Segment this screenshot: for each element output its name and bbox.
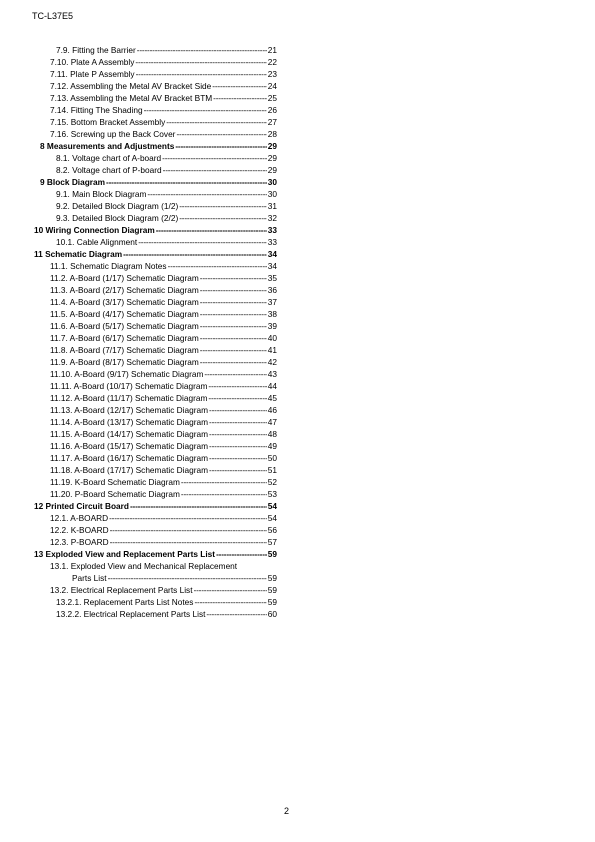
toc-entry-label: 8 Measurements and Adjustments (40, 141, 175, 151)
toc-leader-dots (194, 596, 266, 608)
toc-entry-label: 11 Schematic Diagram (34, 249, 123, 259)
toc-entry[interactable] (56, 596, 277, 608)
toc-entry-label: 9 Block Diagram (40, 177, 106, 187)
toc-leader-dots (181, 488, 267, 500)
toc-entry[interactable] (50, 332, 277, 344)
toc-entry-page: 54 (267, 501, 277, 511)
toc-entry-page: 25 (267, 93, 277, 103)
toc-entry[interactable] (56, 152, 277, 164)
toc-entry[interactable] (50, 116, 277, 128)
toc-entry-page: 45 (267, 393, 277, 403)
toc-entry-label: 11.2. A-Board (1/17) Schematic Diagram (50, 273, 199, 283)
toc-entry-page: 47 (267, 417, 277, 427)
toc-entry[interactable] (50, 512, 277, 524)
toc-entry[interactable] (50, 368, 277, 380)
toc-entry-page: 27 (267, 117, 277, 127)
toc-entry-label: 11.13. A-Board (12/17) Schematic Diagram (50, 405, 209, 415)
toc-entry-page: 32 (267, 213, 277, 223)
toc-entry[interactable] (50, 80, 277, 92)
toc-entry-page: 28 (267, 129, 277, 139)
toc-entry-page: 40 (267, 333, 277, 343)
toc-leader-dots (130, 500, 267, 512)
toc-entry-label: 11.18. A-Board (17/17) Schematic Diagram (50, 465, 209, 475)
toc-entry-page: 46 (267, 405, 277, 415)
toc-entry[interactable] (50, 128, 277, 140)
toc-entry[interactable] (50, 416, 277, 428)
toc-entry-label: 10.1. Cable Alignment (56, 237, 138, 247)
toc-entry-page: 29 (267, 165, 277, 175)
toc-entry-page: 39 (267, 321, 277, 331)
toc-entry-label: 12.3. P-BOARD (50, 537, 109, 547)
toc-entry[interactable] (56, 236, 277, 248)
toc-entry-label: 12.1. A-BOARD (50, 513, 109, 523)
toc-entry-label: 11.12. A-Board (11/17) Schematic Diagram (50, 393, 208, 403)
toc-leader-dots (144, 104, 267, 116)
toc-leader-dots (181, 476, 267, 488)
toc-entry[interactable] (72, 572, 277, 584)
toc-entry[interactable] (50, 464, 277, 476)
toc-entry[interactable] (50, 560, 277, 572)
toc-entry-page: 59 (267, 573, 277, 583)
toc-entry-page: 54 (267, 513, 277, 523)
toc-entry[interactable] (34, 224, 277, 236)
toc-entry-page: 51 (267, 465, 277, 475)
toc-entry[interactable] (56, 44, 277, 56)
toc-entry-page: 33 (267, 237, 277, 247)
toc-entry-page: 34 (267, 249, 277, 259)
toc-entry[interactable] (50, 56, 277, 68)
toc-entry[interactable] (56, 200, 277, 212)
toc-leader-dots (208, 380, 266, 392)
toc-entry-label: 11.5. A-Board (4/17) Schematic Diagram (50, 309, 199, 319)
toc-entry-label: 13.2. Electrical Replacement Parts List (50, 585, 193, 595)
toc-leader-dots (200, 356, 267, 368)
toc-entry-label: 7.10. Plate A Assembly (50, 57, 135, 67)
toc-entry-label: 7.9. Fitting the Barrier (56, 45, 136, 55)
toc-entry-page: 21 (267, 45, 277, 55)
toc-entry-label: 11.20. P-Board Schematic Diagram (50, 489, 180, 499)
toc-leader-dots (213, 92, 267, 104)
toc-entry[interactable] (50, 524, 277, 536)
toc-entry-page: 30 (267, 177, 277, 187)
toc-entry-page: 23 (267, 69, 277, 79)
toc-entry[interactable] (50, 536, 277, 548)
toc-entry-label: 11.7. A-Board (6/17) Schematic Diagram (50, 333, 199, 343)
toc-leader-dots (123, 248, 267, 260)
toc-entry-page: 24 (267, 81, 277, 91)
toc-entry-page: 59 (267, 585, 277, 595)
toc-leader-dots (110, 524, 267, 536)
toc-entry[interactable] (50, 320, 277, 332)
toc-leader-dots (147, 188, 266, 200)
toc-entry[interactable] (50, 272, 277, 284)
toc-entry-page: 22 (267, 57, 277, 67)
toc-leader-dots (109, 512, 267, 524)
toc-entry-page: 31 (267, 201, 277, 211)
toc-leader-dots (135, 56, 266, 68)
toc-entry-page: 48 (267, 429, 277, 439)
toc-leader-dots (209, 404, 267, 416)
toc-entry-page: 30 (267, 189, 277, 199)
toc-entry[interactable] (50, 92, 277, 104)
toc-entry[interactable] (50, 344, 277, 356)
toc-entry[interactable] (50, 296, 277, 308)
toc-leader-dots (200, 344, 267, 356)
toc-entry[interactable] (50, 308, 277, 320)
toc-entry[interactable] (50, 260, 277, 272)
toc-entry-label: 13.2.1. Replacement Parts List Notes (56, 597, 194, 607)
toc-leader-dots (163, 164, 267, 176)
toc-entry-label: 11.1. Schematic Diagram Notes (50, 261, 167, 271)
toc-entry-page: 37 (267, 297, 277, 307)
toc-entry-label: 11.15. A-Board (14/17) Schematic Diagram (50, 429, 209, 439)
toc-entry[interactable] (50, 380, 277, 392)
toc-entry-label: 11.8. A-Board (7/17) Schematic Diagram (50, 345, 199, 355)
toc-entry-label: 11.14. A-Board (13/17) Schematic Diagram (50, 417, 209, 427)
toc-entry[interactable] (40, 176, 277, 188)
toc-entry[interactable] (50, 584, 277, 596)
toc-entry-page: 26 (267, 105, 277, 115)
toc-leader-dots (204, 368, 266, 380)
toc-leader-dots (176, 128, 266, 140)
toc-entry-page: 33 (267, 225, 277, 235)
toc-entry-page: 38 (267, 309, 277, 319)
toc-entry-label: 11.9. A-Board (8/17) Schematic Diagram (50, 357, 199, 367)
toc-leader-dots (194, 584, 267, 596)
toc-entry-label: 13.1. Exploded View and Mechanical Replacement (50, 561, 238, 571)
toc-entry[interactable] (50, 356, 277, 368)
toc-entry-label: 7.16. Screwing up the Back Cover (50, 129, 176, 139)
toc-entry-label: 11.19. K-Board Schematic Diagram (50, 477, 180, 487)
toc-entry[interactable] (50, 404, 277, 416)
toc-leader-dots (208, 392, 266, 404)
document-header: TC-L37E5 (32, 11, 74, 21)
toc-leader-dots (216, 548, 267, 560)
toc-entry-label: 11.17. A-Board (16/17) Schematic Diagram (50, 453, 209, 463)
toc-entry[interactable] (50, 104, 277, 116)
toc-entry-page: 44 (267, 381, 277, 391)
toc-entry-label: 13.2.2. Electrical Replacement Parts List (56, 609, 206, 619)
toc-leader-dots (200, 272, 267, 284)
toc-entry-label: 9.2. Detailed Block Diagram (1/2) (56, 201, 179, 211)
toc-leader-dots (137, 44, 267, 56)
toc-entry-label: Parts List (72, 573, 107, 583)
toc-entry[interactable] (50, 284, 277, 296)
toc-leader-dots (209, 428, 267, 440)
toc-leader-dots (166, 116, 266, 128)
toc-entry[interactable] (56, 212, 277, 224)
toc-entry-page: 29 (267, 153, 277, 163)
toc-entry[interactable] (34, 248, 277, 260)
toc-entry-label: 13 Exploded View and Replacement Parts List (34, 549, 216, 559)
toc-entry[interactable] (50, 452, 277, 464)
toc-leader-dots (138, 236, 267, 248)
toc-entry[interactable] (56, 164, 277, 176)
toc-entry-label: 11.10. A-Board (9/17) Schematic Diagram (50, 369, 204, 379)
toc-leader-dots (209, 452, 267, 464)
toc-entry-label: 11.16. A-Board (15/17) Schematic Diagram (50, 441, 209, 451)
toc-entry-page: 49 (267, 441, 277, 451)
toc-entry[interactable] (50, 476, 277, 488)
toc-entry[interactable] (50, 440, 277, 452)
toc-entry-page: 42 (267, 357, 277, 367)
toc-entry-label: 11.4. A-Board (3/17) Schematic Diagram (50, 297, 199, 307)
toc-entry-label: 7.14. Fitting The Shading (50, 105, 143, 115)
toc-entry-label: 11.11. A-Board (10/17) Schematic Diagram (50, 381, 208, 391)
toc-leader-dots (179, 200, 267, 212)
toc-entry-label: 12.2. K-BOARD (50, 525, 109, 535)
toc-leader-dots (209, 464, 267, 476)
toc-entry-label: 8.2. Voltage chart of P-board (56, 165, 162, 175)
toc-entry-page: 57 (267, 537, 277, 547)
toc-entry-page: 34 (267, 261, 277, 271)
toc-entry-page: 29 (267, 141, 277, 151)
toc-entry-label: 12 Printed Circuit Board (34, 501, 129, 511)
toc-entry[interactable] (34, 500, 277, 512)
toc-entry[interactable] (56, 188, 277, 200)
page-number: 2 (284, 806, 290, 816)
toc-leader-dots (200, 296, 267, 308)
toc-entry-label: 9.1. Main Block Diagram (56, 189, 147, 199)
toc-entry-page: 53 (267, 489, 277, 499)
toc-entry-label: 9.3. Detailed Block Diagram (2/2) (56, 213, 179, 223)
toc-entry-label: 10 Wiring Connection Diagram (34, 225, 155, 235)
toc-entry[interactable] (50, 68, 277, 80)
toc-entry-page: 52 (267, 477, 277, 487)
toc-entry-page: 59 (267, 549, 277, 559)
toc-entry-label: 8.1. Voltage chart of A-board (56, 153, 162, 163)
toc-leader-dots (162, 152, 267, 164)
toc-entry[interactable] (34, 548, 277, 560)
toc-leader-dots (200, 308, 267, 320)
toc-entry-label: 7.15. Bottom Bracket Assembly (50, 117, 166, 127)
toc-entry[interactable] (50, 428, 277, 440)
toc-leader-dots (108, 572, 267, 584)
toc-entry[interactable] (50, 392, 277, 404)
toc-entry-page: 59 (267, 597, 277, 607)
toc-leader-dots (175, 140, 266, 152)
toc-leader-dots (110, 536, 267, 548)
toc-leader-dots (200, 332, 267, 344)
toc-entry-label: 7.13. Assembling the Metal AV Bracket BTM (50, 93, 213, 103)
toc-entry[interactable] (56, 608, 277, 620)
toc-leader-dots (209, 440, 267, 452)
toc-leader-dots (179, 212, 267, 224)
toc-leader-dots (206, 608, 266, 620)
toc-entry-page: 35 (267, 273, 277, 283)
toc-entry-page: 56 (267, 525, 277, 535)
toc-entry-page: 36 (267, 285, 277, 295)
toc-entry-page: 41 (267, 345, 277, 355)
toc-entry-page: 43 (267, 369, 277, 379)
toc-entry-label: 7.12. Assembling the Metal AV Bracket Side (50, 81, 212, 91)
toc-entry-label: 7.11. Plate P Assembly (50, 69, 135, 79)
toc-leader-dots (168, 260, 267, 272)
toc-entry-page: 50 (267, 453, 277, 463)
toc-entry[interactable] (50, 488, 277, 500)
toc-leader-dots (212, 80, 267, 92)
toc-entry-page: 60 (267, 609, 277, 619)
toc-leader-dots (200, 320, 267, 332)
toc-leader-dots (106, 176, 267, 188)
toc-leader-dots (200, 284, 267, 296)
toc-entry-label: 11.3. A-Board (2/17) Schematic Diagram (50, 285, 199, 295)
toc-leader-dots (136, 68, 267, 80)
toc-leader-dots (209, 416, 267, 428)
toc-leader-dots (156, 224, 267, 236)
toc-entry[interactable] (40, 140, 277, 152)
toc-entry-label: 11.6. A-Board (5/17) Schematic Diagram (50, 321, 199, 331)
